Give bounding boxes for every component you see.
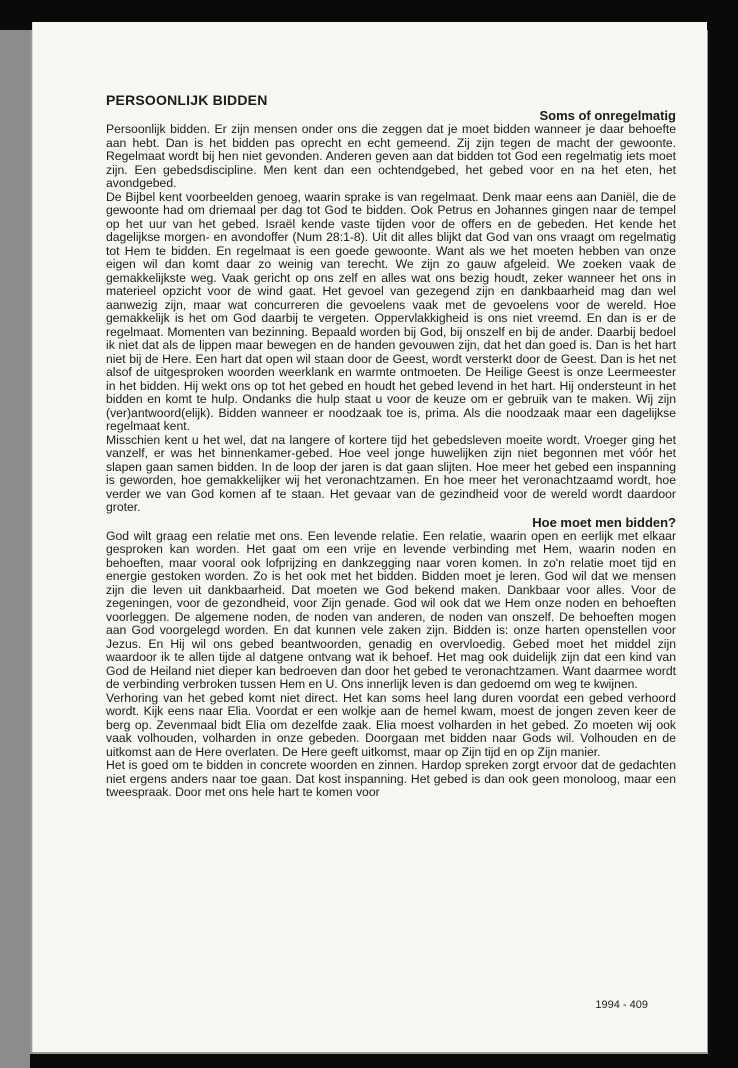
article [106,92,676,800]
section-heading-2: Hoe moet men bidden? [532,514,676,530]
scan-border-left [0,30,30,1068]
scan-border-bottom [30,1054,738,1068]
section-heading-1: Soms of onregelmatig [539,108,676,123]
paragraph: De Bijbel kent voorbeelden genoeg, waarin sprake is van regelmaat. Denk maar eens aan Daniël, die de gewoonte had om driemaal per dag tot God te bidden. Ook Petrus en Johannes gingen naar de tempel op het uur van het gebed. Israël kende vaste tijden voor de offers en de gebeden. Het kende het dagelijkse morgen- en avondoffer (Num 28:1-8). Uit dit alles blijkt dat God van ons vraagt om regelmatig tot Hem te bidden. En regelmaat is een goede gewoonte. Want als we het moeten hebben van onze eigen wil dan komt daar zo weinig van terecht. We zijn zo gauw afgeleid. We zoeken vaak de gemakkelijkste weg. Vaak gericht op ons zelf en alles wat ons bezig houdt, zeker wanneer het ons in materieel opzicht voor de wind gaat. Het gevoel van gezegend zijn en dankbaarheid mag dan wel aanwezig zijn, maar wat concurreren die gevoelens vaak met de gevoelens voor de wereld. Hoe gemakkelijk is het om God daarbij te vergeten. Oppervlakkigheid is ons niet vreemd. En dan is er de regelmaat. Momenten van bezinning. Bepaald worden bij God, bij onszelf en bij de ander. Daarbij bedoel ik niet dat als de lippen maar bewegen en de handen gevouwen zijn, dat het dan goed is. Dan is het hart niet bij de Here. Een hart dat open wil staan door de Geest, wordt versterkt door de Geest. Dan is het net alsof de uitgesproken woorden weerklank en warmte ontmoeten. De Heilige Geest is onze Leermeester in het bidden. Hij wekt ons op tot het gebed en houdt het gebed levend in het hart. Hij ondersteunt in het bidden en komt te hulp. Ondanks die hulp staat u voor de keuze om er gebruik van te maken. Wij zijn (ver)antwoord(elijk). Bidden wanneer er noodzaak toe is, prima. Als die noodzaak maar een dagelijkse regelmaat kent. [106,189,676,433]
document-page [32,22,707,1052]
paragraph: Het is goed om te bidden in concrete woorden en zinnen. Hardop spreken zorgt ervoor dat de gedachten niet ergens anders naar toe gaan. Dat kost inspanning. Het gebed is dan ook geen monoloog, maar een tweespraak. Door met ons hele hart te komen voor [106,758,676,799]
article-title: PERSOONLIJK BIDDEN [106,92,268,108]
paragraph: Persoonlijk bidden. Er zijn mensen onder ons die zeggen dat je moet bidden wanneer je daar behoefte aan hebt. Dan is het bidden pas oprecht en echt gemeend. Zij zijn tegen de macht der gewoonte. Regelmaat wordt bij hen niet gevonden. Anderen geven aan dat bidden tot God een regelmatig iets moet zijn. Een gebedsdiscipline. Men kent dan een ochtendgebed, het gebed voor en na het eten, het avondgebed. [106,122,676,190]
scan-border-right [708,0,738,1068]
page-number: 1994 - 409 [595,999,648,1011]
paragraph: Verhoring van het gebed komt niet direct. Het kan soms heel lang duren voordat een gebed verhoord wordt. Kijk eens naar Elia. Voordat er een wolkje aan de hemel kwam, moest de jongen zeven keer de berg op. Zevenmaal bidt Elia om dezelfde zaak. Elia moest volharden in het gebed. Zo moeten wij ook vaak volhouden, volharden in onze gebeden. Doorgaan met bidden naar Gods wil. Volhouden en de uitkomst aan de Here overlaten. De Here geeft uitkomst, maar op Zijn tijd en op Zijn manier. [106,690,676,759]
paragraph: God wilt graag een relatie met ons. Een levende relatie. Een relatie, waarin open en eerlijk met elkaar gesproken kan worden. Het gaat om een vrije en levende verbinding met Hem, waarin noden en behoeften, maar vooral ook lofprijzing en dankzegging naar voren komen. In zo'n relatie moet tijd en energie gestoken worden. Zo is het ook met het bidden. Bidden moet je leren. God wil dat we mensen zijn die leven uit dankbaarheid. Dat moeten we God bekend maken. Dankbaar voor alles. Voor de zegeningen, voor de gezondheid, voor Zijn genade. God wil ook dat we Hem onze noden en behoeften voorleggen. De algemene noden, de noden van anderen, de noden van onszelf. De behoeften mogen aan God voorgelegd worden. En dat kunnen vele zaken zijn. Bidden is: onze harten openstellen voor Jezus. En Hij wil ons gebed beantwoorden, genadig en overvloedig. Gebed moet het middel zijn waardoor ik te allen tijde al datgene ontvang wat ik behoef. Het mag ook duidelijk zijn dat een kind van God de Heiland niet dieper kan bedroeven dan door het gebed te veronachtzamen. Want daarmee wordt de verbinding verbroken tussen Hem en U. Ons innerlijk leven is dan gedoemd om weg te kwijnen. [106,528,676,691]
paragraph: Misschien kent u het wel, dat na langere of kortere tijd het gebedsleven moeite wordt. Vroeger ging het vanzelf, er was het binnenkamer-gebed. Hoe veel jonge huwelijken zijn niet begonnen met vóór het slapen gaan samen bidden. In de loop der jaren is dat gaan slijten. Hoe meer het gebed een inspanning is geworden, hoe gemakkelijker wij het veronachtzamen. En hoe meer het veronachtzaamd wordt, hoe verder we van God komen af te staan. Het gevaar van de gezindheid voor de wereld wordt daardoor groter. [106,432,676,514]
